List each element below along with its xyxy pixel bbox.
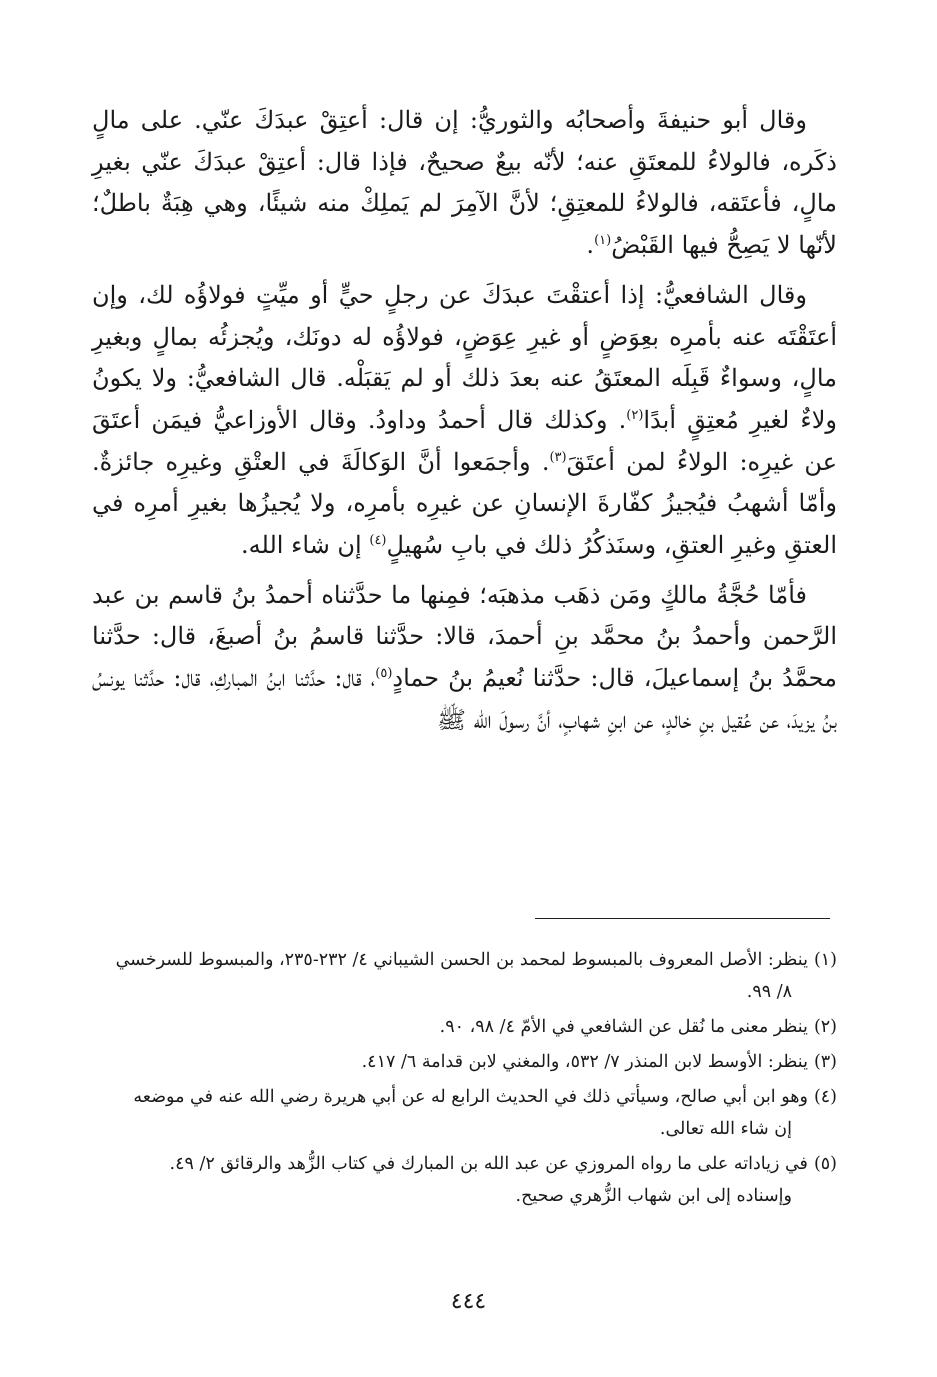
footnote-ref[interactable]: (٣) [549,449,567,465]
footnote-number: (١) [813,950,837,970]
footnote-text: ينظر: الأوسط لابن المنذر ٧/ ٥٣٢، والمغني لابن قدامة ٦/ ٤١٧. [361,1052,808,1072]
paragraph: وقال الشافعيُّ: إذا أعتقْتَ عبدَكَ عن رجلٍ حيٍّ أو ميِّتٍ فولاؤُه لك، وإن أعتَقْتَه عنه بأمرِه بعِوَضٍ أو غيرِ عِوَضٍ، فولاؤُه له دونَك، ويُجزئُه بمالٍ وبغيرِ مالٍ، وسواءٌ قَبِلَه المعتَقُ عنه بعدَ ذلك أو لم يَقبَلْه. قال الشافعيُّ: ولا يكونُ ولاءٌ لغيرِ مُعتِقٍ أبدًا$^{(٢)}$. وكذلك قال أحمدُ وداودُ. وقال الأوزاعيُّ فيمَن أعتَقَ عن غيرِه: الولاءُ لمن أعتَقَ$^{(٣)}$. وأجمَعوا أنَّ الوَكالَةَ في العتْقِ وغيرِه جائزةٌ. وأمّا أشهبُ فيُجيزُ كفّارةَ الإنسانِ عن غيرِه بأمرِه، ولا يُجيزُها بغيرِ أمرِه في العتقِ وغيرِ العتقِ، وسنَذكُرُ ذلك في بابِ سُهيلٍ$^{(٤)}$ إن شاء الله. [92,280,838,560]
footnote-ref[interactable]: (٢) [626,407,644,423]
footnote-number: (٥) [813,1154,837,1174]
footnote [95,944,837,1008]
footnote-text: في زياداته على ما رواه المروزي عن عبد الله بن المبارك في كتاب الزُّهد والرقائق ٢/ ٤٩. [169,1154,808,1174]
footnote-text: ينظر: الأصل المعروف بالمبسوط لمحمد بن الحسن الشيباني ٤/ ٢٣٢-٢٣٥، والمبسوط للسرخسي [115,950,808,970]
footnote-number: (٢) [813,1017,837,1037]
footnote-ref[interactable]: (٤) [369,533,387,549]
main-text [92,100,837,748]
footnote-ref[interactable]: (١) [594,233,612,249]
footnote-continuation: ٨/ ٩٩. [746,982,792,1002]
footnote-number: (٣) [813,1052,837,1072]
paragraph: وقال أبو حنيفةَ وأصحابُه والثوريُّ: إن قال: أعتِقْ عبدَكَ عنّي. على مالٍ ذكَره، فالولاءُ للمعتَقِ عنه؛ لأنّه بيعٌ صحيحٌ، فإذا قال: أعتِقْ عبدَكَ عنّي بغيرِ مالٍ، فأعتَقه، فالولاءُ للمعتِقِ؛ لأنَّ الآمِرَ لم يَملِكْ منه شيئًا، وهي هِبَةٌ باطلٌ؛ لأنّها لا يَصِحُّ فيها القَبْضُ$^{(١)}$. [92,106,837,260]
footnote [95,1011,837,1043]
footnote-separator [535,918,830,919]
footnote [95,1148,837,1212]
footnote-continuation: وإسناده إلى ابن شهاب الزُّهري صحيح. [515,1186,792,1206]
footnote-ref[interactable]: (٥) [375,666,393,682]
footnote [95,1046,837,1078]
footnote-text: وهو ابن أبي صالح، وسيأتي ذلك في الحديث الرابع له عن أبي هريرة رضي الله عنه في موضعه [133,1087,808,1107]
footnote-continuation: إن شاء الله تعالى. [659,1119,792,1139]
page-number: ٤٤٤ [450,1289,487,1314]
footnotes [95,944,837,1215]
footnote [95,1081,837,1145]
footnote-text: ينظر معنى ما نُقل عن الشافعي في الأمّ ٤/ ٩٨، ٩٠. [439,1017,808,1037]
paragraph: فأمّا حُجَّةُ مالكٍ ومَن ذهَب مذهبَه؛ فمِنها ما حدَّثناه أحمدُ بنُ قاسم بن عبد الرَّحمن وأحمدُ بنُ محمَّد بنِ أحمدَ، قالا: حدَّثنا قاسمُ بنُ أصبغَ، قال: حدَّثنا محمَّدُ بنُ إسماعيلَ، قال: حدَّثنا نُعيمُ بنُ حمادٍ$^{(٥)}$، قال: حدَّثنا ابنُ المباركِ، قال: حدَّثنا يونسُ بنُ يزيدَ، عن عُقيل بنِ خالدٍ، عن ابنِ شهابٍ، أنَّ رسولَ الله ﷺ [92,580,838,734]
footnote-number: (٤) [813,1087,837,1107]
